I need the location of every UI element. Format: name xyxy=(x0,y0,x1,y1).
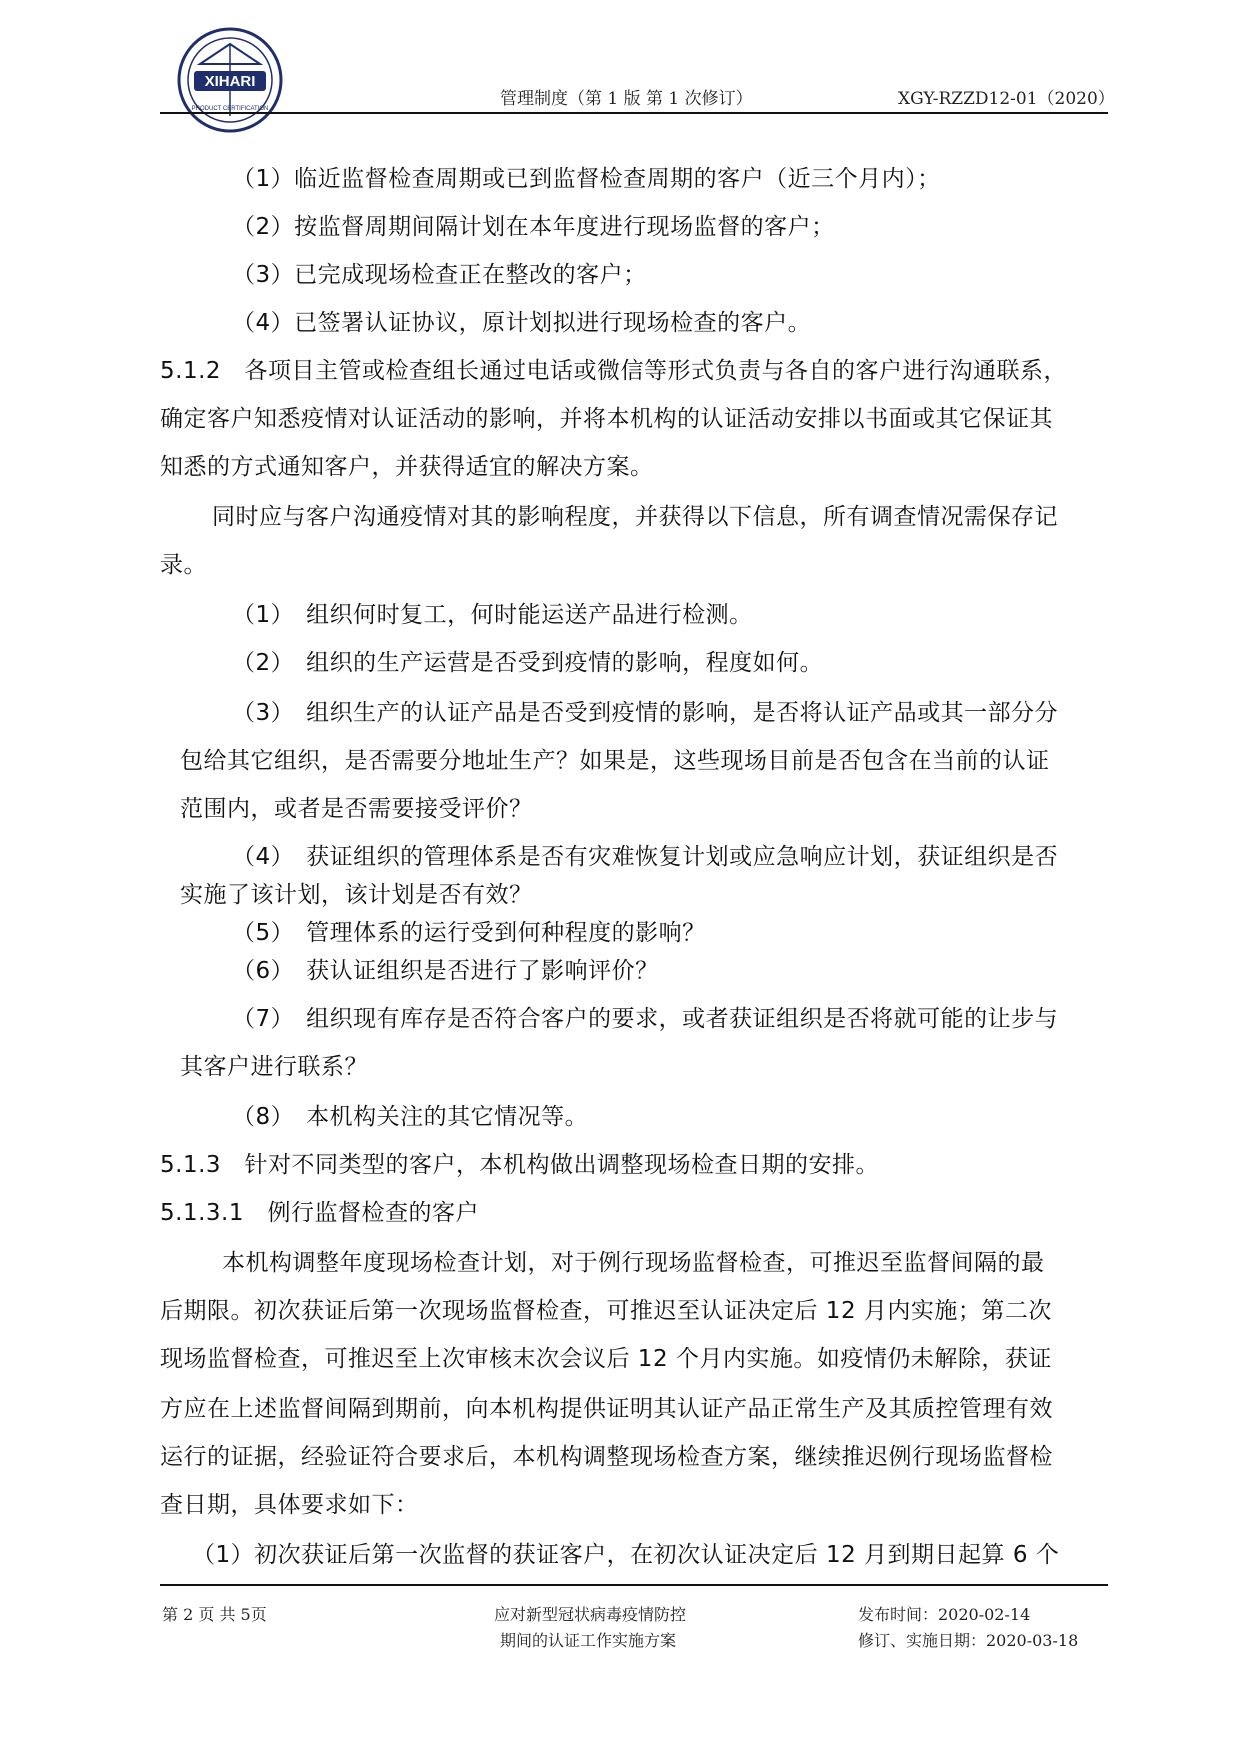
logo-subtext: PRODUCT CERTIFICATION xyxy=(191,106,269,112)
paragraph-5-1-3-1-line-2: 后期限。初次获证后第一次现场监督检查，可推迟至认证决定后 12 月内实施；第二次 xyxy=(160,1298,1052,1324)
logo-text: XIHARI xyxy=(204,73,256,90)
document-code: XGY-RZZD12-01（2020） xyxy=(898,89,1115,109)
question-5: （5） 管理体系的运行受到何种程度的影响？ xyxy=(232,920,706,946)
company-logo xyxy=(176,26,284,134)
paragraph-intro-line-1: 同时应与客户沟通疫情对其的影响程度，并获得以下信息，所有调查情况需保存记 xyxy=(212,504,1058,530)
paragraph-5-1-3-1-line-6: 查日期，具体要求如下： xyxy=(160,1492,419,1518)
question-2: （2） 组织的生产运营是否受到疫情的影响，程度如何。 xyxy=(232,650,824,676)
question-6: （6） 获认证组织是否进行了影响评价？ xyxy=(232,958,659,984)
list-item-4: （4）已签署认证协议，原计划拟进行现场检查的客户。 xyxy=(232,310,812,336)
question-7-line-2: 其客户进行联系？ xyxy=(180,1054,368,1080)
paragraph-5-1-3-1-line-5: 运行的证据，经验证符合要求后，本机构调整现场检查方案，继续推迟例行现场监督检 xyxy=(160,1444,1053,1470)
section-5-1-3-1-heading: 5.1.3.1 例行监督检查的客户 xyxy=(160,1200,479,1226)
section-5-1-2-line-3: 知悉的方式通知客户，并获得适宜的解决方案。 xyxy=(160,454,654,480)
footer-rule xyxy=(160,1584,1108,1586)
requirement-1-line-1: （1）初次获证后第一次监督的获证客户，在初次认证决定后 12 月到期日起算 6 个 xyxy=(192,1542,1060,1568)
footer-title-line-1: 应对新型冠状病毒疫情防控 xyxy=(494,1605,687,1624)
revision-date: 修订、实施日期：2020-03-18 xyxy=(858,1631,1079,1650)
paragraph-5-1-3-1-line-1: 本机构调整年度现场检查计划，对于例行现场监督检查，可推迟至监督间隔的最 xyxy=(222,1250,1045,1276)
question-1: （1） 组织何时复工，何时能运送产品进行检测。 xyxy=(232,602,753,628)
list-item-3: （3）已完成现场检查正在整改的客户； xyxy=(232,262,647,288)
section-5-1-2-line-2: 确定客户知悉疫情对认证活动的影响，并将本机构的认证活动安排以书面或其它保证其 xyxy=(160,406,1053,432)
header-title: 管理制度（第 1 版 第 1 次修订） xyxy=(500,89,753,109)
paragraph-intro-line-2: 录。 xyxy=(160,552,207,578)
question-3-line-1: （3） 组织生产的认证产品是否受到疫情的影响，是否将认证产品或其一部分分 xyxy=(232,700,1059,726)
footer-title-line-2: 期间的认证工作实施方案 xyxy=(500,1631,677,1650)
question-3-line-2: 包给其它组织，是否需要分地址生产？如果是，这些现场目前是否包含在当前的认证 xyxy=(180,748,1050,774)
list-item-2: （2）按监督周期间隔计划在本年度进行现场监督的客户； xyxy=(232,214,835,240)
header-rule xyxy=(160,112,1108,114)
question-7-line-1: （7） 组织现有库存是否符合客户的要求，或者获证组织是否将就可能的让步与 xyxy=(232,1006,1059,1032)
question-4-line-1: （4） 获证组织的管理体系是否有灾难恢复计划或应急响应计划，获证组织是否 xyxy=(232,844,1059,870)
list-item-1: （1）临近监督检查周期或已到监督检查周期的客户（近三个月内）； xyxy=(232,166,941,192)
question-4-line-2: 实施了该计划，该计划是否有效？ xyxy=(180,882,533,908)
paragraph-5-1-3-1-line-4: 方应在上述监督间隔到期前，向本机构提供证明其认证产品正常生产及其质控管理有效 xyxy=(160,1396,1053,1422)
paragraph-5-1-3-1-line-3: 现场监督检查，可推迟至上次审核末次会议后 12 个月内实施。如疫情仍未解除，获证 xyxy=(160,1346,1052,1372)
publish-date: 发布时间：2020-02-14 xyxy=(858,1605,1031,1624)
question-3-line-3: 范围内，或者是否需要接受评价？ xyxy=(180,796,533,822)
section-5-1-3: 5.1.3 针对不同类型的客户，本机构做出调整现场检查日期的安排。 xyxy=(160,1152,880,1178)
section-5-1-2-line-1: 5.1.2 各项目主管或检查组长通过电话或微信等形式负责与各自的客户进行沟通联系， xyxy=(160,358,1068,384)
page-number: 第 2 页 共 5页 xyxy=(162,1605,267,1624)
question-8: （8） 本机构关注的其它情况等。 xyxy=(232,1104,589,1130)
